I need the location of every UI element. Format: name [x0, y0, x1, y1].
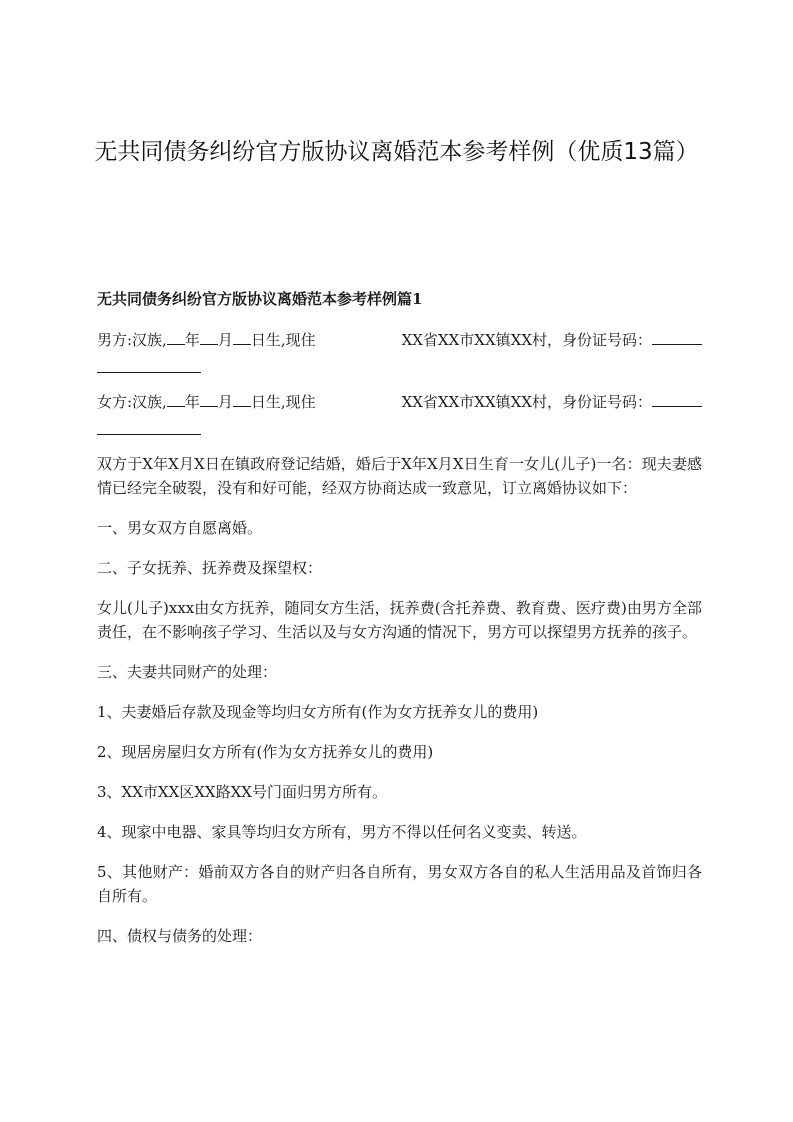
- male-address: XX省XX市XX镇XX村，身份证号码：: [402, 328, 702, 352]
- female-party-info: 女方:汉族, 年 月 日生,现住: [97, 390, 316, 414]
- clause-3-item-1: 1、夫妻婚后存款及现金等均归女方所有(作为女方抚养女儿的费用): [97, 703, 539, 721]
- male-month-blank: [200, 328, 218, 345]
- male-day-blank: [233, 328, 251, 345]
- clause-1-divorce: 一、男女双方自愿离婚。: [97, 519, 263, 537]
- clause-3-item-4: 4、现家中电器、家具等均归女方所有，男方不得以任何名义变卖、转送。: [97, 823, 587, 841]
- male-party-line: [97, 328, 702, 373]
- paragraph-marriage-background: 双方于X年X月X日在镇政府登记结婚，婚后于X年X月X日生育一女儿(儿子)一名：现夫妻感情已经完全破裂，没有和好可能，经双方协商达成一致意见，订立离婚协议如下：: [97, 455, 702, 497]
- document-title: 无共同债务纠纷官方版协议离婚范本参考样例（优质13篇）: [94, 139, 699, 165]
- female-id-blank-continued: [97, 416, 201, 435]
- document-body: [97, 287, 702, 964]
- section-heading: 无共同债务纠纷官方版协议离婚范本参考样例篇1: [97, 290, 423, 308]
- male-party-info: 男方:汉族, 年 月 日生,现住: [97, 328, 316, 352]
- female-day-blank: [233, 390, 251, 407]
- female-id-blank: [652, 390, 702, 407]
- female-month-blank: [200, 390, 218, 407]
- male-year-blank: [167, 328, 185, 345]
- clause-3-item-5: 5、其他财产：婚前双方各自的财产归各自所有，男女双方各自的私人生活用品及首饰归各自所有。: [97, 863, 702, 905]
- clause-3-item-3: 3、XX市XX区XX路XX号门面归男方所有。: [97, 783, 387, 801]
- clause-3-item-2: 2、现居房屋归女方所有(作为女方抚养女儿的费用): [97, 743, 434, 761]
- male-id-blank-continued: [97, 354, 201, 373]
- female-year-blank: [167, 390, 185, 407]
- female-party-line: [97, 390, 702, 435]
- male-id-blank: [652, 328, 702, 345]
- clause-2-heading: 二、子女抚养、抚养费及探望权：: [97, 559, 323, 577]
- female-address: XX省XX市XX镇XX村，身份证号码：: [402, 390, 702, 414]
- clause-4-heading: 四、债权与债务的处理：: [97, 927, 263, 945]
- clause-2-custody: 女儿(儿子)xxx由女方抚养，随同女方生活，抚养费(含托养费、教育费、医疗费)由男方全部责任，在不影响孩子学习、生活以及与女方沟通的情况下，男方可以探望男方抚养的孩子。: [97, 599, 702, 641]
- clause-3-heading: 三、夫妻共同财产的处理：: [97, 663, 278, 681]
